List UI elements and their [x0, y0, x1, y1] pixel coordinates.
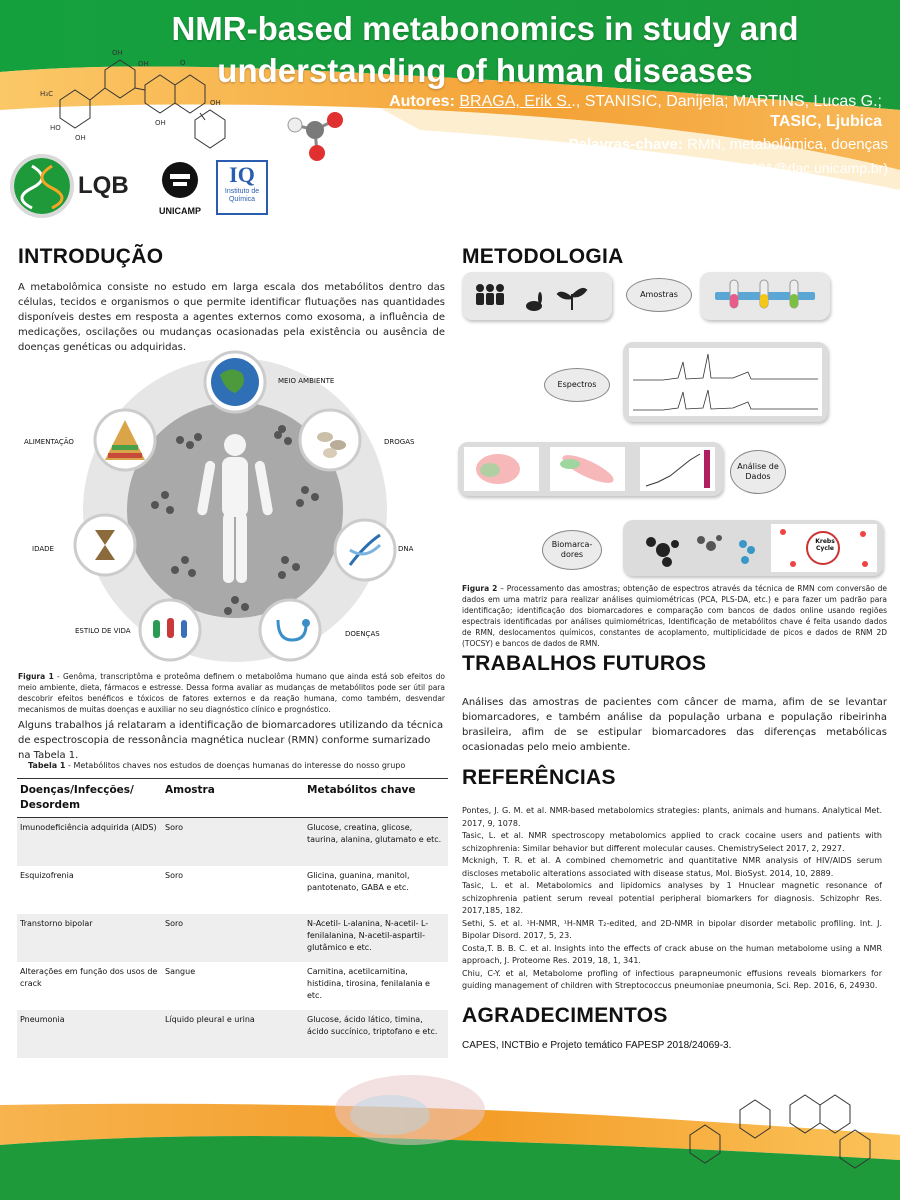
reference-item: Sethi, S. et al. ¹H-NMR, ¹H-NMR T₂-edited, and 2D-NMR in bipolar disorder metabolic profiling. Int. J. Bipolar Disord. 2017, 5, 23.: [462, 918, 882, 940]
introducao-title: INTRODUÇÃO: [18, 245, 164, 268]
espectros-node: Espectros: [544, 368, 610, 402]
iq-logo-mark: IQ: [229, 162, 255, 187]
authors-line: [322, 92, 882, 132]
label-dna: DNA: [398, 545, 414, 553]
reference-item: Pontes, J. G. M. et al. NMR-based metabolomics strategies: plants, animals and humans. Analytical Met. 2017, 9, 1078.: [462, 806, 882, 828]
reference-item: Costa,T. B. B. C. et al. Insights into the effects of crack abuse on the human metabolome using a NMR approach, J. Proteome Res. 2019, 18, 1, 341.: [462, 943, 882, 965]
agradecimentos-text: CAPES, INCTBio e Projeto temático FAPESP 2018/24069-3.: [462, 1040, 732, 1051]
figure-1-image: [20, 345, 450, 665]
table-row: [17, 818, 448, 866]
table-cell: Glucose, creatina, glicose, taurina, alanina, glutamato e etc.: [304, 818, 448, 866]
table-1: [17, 778, 448, 1058]
table-cell: Soro: [162, 818, 304, 866]
poster-header: [0, 0, 900, 230]
amostras-node: Amostras: [626, 278, 692, 312]
iq-logo-text-1: Instituto de: [224, 188, 260, 195]
table-cell: Glucose, ácido lático, timina, ácido succínico, triptofano e etc.: [304, 1010, 448, 1058]
spectra-box: [623, 342, 828, 422]
table-row: [17, 914, 448, 962]
svg-text:O: O: [180, 59, 186, 67]
unicamp-logo-text: UNICAMP: [159, 206, 201, 216]
table-row: [17, 1010, 448, 1058]
label-alimentacao: ALIMENTAÇÃO: [24, 438, 74, 446]
svg-text:OH: OH: [75, 134, 86, 142]
keywords-label: Palavras-chave:: [568, 136, 683, 153]
table-1-caption-label: Tabela 1: [28, 761, 66, 770]
table-cell: Carnitina, acetilcarnitina, histidina, tirosina, fenilalania e etc.: [307, 966, 430, 1000]
figure-2: [458, 270, 888, 580]
krebs-cycle-label: Krebs Cycle: [815, 538, 835, 552]
sample-tubes-box: [700, 272, 830, 320]
table-cell: Líquido pleural e urina: [162, 1010, 304, 1058]
svg-text:OH: OH: [210, 99, 221, 107]
table-header-row: [17, 779, 448, 818]
figure-1-caption-label: Figura 1: [18, 672, 54, 681]
svg-text:OH: OH: [112, 49, 123, 57]
iq-logo: [216, 160, 268, 215]
title-line-2: understanding of human diseases: [217, 52, 753, 89]
figure-1: [20, 345, 450, 665]
table-cell: Alterações em função dos usos de crack: [20, 966, 158, 988]
figure-2-caption: [462, 583, 887, 649]
reference-item: Tasic, L. et al. NMR spectroscopy metabolomics applied to crack cocaine users and patients with schizophrenia: Similar behavior but different molecular causes. ChemistrySelect 2017, 2, 2927.: [462, 831, 882, 853]
label-estilo-de-vida: ESTILO DE VIDA: [75, 627, 131, 635]
agradecimentos-title: AGRADECIMENTOS: [462, 1004, 668, 1027]
trabalhos-futuros-text: Análises das amostras de pacientes com câncer de mama, afim de se levantar biomarcadores, e também análise da população urbana e população ribeirinha brasileira, afim de se estipular biomarcadores das diferenças metabólicas ocasionadas pelo meio ambiente.: [462, 697, 887, 753]
analise-node: Análise de Dados: [730, 450, 786, 494]
reference-item: Mcknigh, T. R. et al. A combined chemometric and quantitative NMR analysis of HIV/AIDS serum discloses metabolic alterations associated with disease status, Mol. BioSyst. 2014, 10, 2889.: [462, 856, 882, 878]
title-line-1: NMR-based metabonomics in study and: [171, 10, 799, 47]
subjects-box: [462, 272, 612, 320]
table-header-cell: Metabólitos chave: [304, 779, 448, 818]
biomarcadores-text: Alguns trabalhos já relataram a identificação de biomarcadores utilizando da técnica de espectroscopia de ressonância magnética nuclear (RMN) conforme sumarizado na Tabela 1.: [18, 720, 444, 761]
table-cell: Sangue: [165, 966, 196, 976]
figure-2-caption-label: Figura 2: [462, 584, 498, 593]
figure-1-caption-text: - Genôma, transcriptôma e proteôma definem o metabolôma humano que ainda está sob efeitos do meio ambiente, dieta, fármacos e estresse. Dessa forma avaliar as mudanças de metabólitos pode ser útil para descobrir efeitos benéficos e tóxicos de fatores externos e da reação humana, como também, desvendar mecanismos de muitas doenças e auxiliar no seu diagnóstico clínico e prognóstico.: [18, 672, 445, 714]
referencias-title: REFERÊNCIAS: [462, 766, 616, 789]
biomarcadores-node: Biomarca-dores: [542, 530, 602, 570]
table-cell: Imunodeficiência adquirida (AIDS): [17, 818, 162, 866]
table-cell: Pneumonia: [17, 1010, 162, 1058]
table-1-caption: [28, 760, 448, 771]
footer-background: [0, 1065, 900, 1200]
author-email: *(e264601@dac.unicamp.br): [708, 160, 888, 176]
authors-rest: ., STANISIC, Danijela; MARTINS, Lucas G.;: [571, 93, 882, 110]
label-idade: IDADE: [32, 545, 54, 553]
biomarkers-box: [623, 520, 883, 576]
table-1-caption-text: - Metabólitos chaves nos estudos de doenças humanas do interesse do nosso grupo: [65, 761, 406, 770]
keywords-value: RMN, metabolômica, doenças: [687, 136, 888, 153]
table-cell: Soro: [165, 870, 183, 880]
label-doencas: DOENÇAS: [345, 630, 380, 638]
table-header-cell: Doenças/Infecções/ Desordem: [17, 779, 162, 818]
author-last: TASIC, Ljubica: [770, 113, 882, 130]
label-meio-ambiente: MEIO AMBIENTE: [278, 377, 335, 385]
svg-text:OH: OH: [155, 119, 166, 127]
table-cell: N-Acetil- L-alanina, N-acetil- L-fenilalanina, N-acetil-aspartil-glutâmico e etc.: [304, 914, 448, 962]
unicamp-logo: [150, 158, 210, 218]
table-cell: Glicina, guanina, manitol, pantotenato, GABA e etc.: [307, 870, 410, 892]
figure-1-caption: [18, 671, 445, 715]
iq-logo-text-2: Química: [228, 196, 256, 203]
table-cell: Transtorno bipolar: [17, 914, 162, 962]
table-header-cell: Amostra: [162, 779, 304, 818]
table-cell: Esquizofrenia: [20, 870, 74, 880]
keywords-line: [569, 136, 888, 153]
metodologia-title: METODOLOGIA: [462, 245, 624, 268]
reference-item: Tasic, L. et al. Metabolomics and lipidomics analyses by 1 Hnuclear magnetic resonance of schizophrenia patient serum reveal potential peripheral biomarkers for diagnosis. Schizophr Res. 2017,185, 182.: [462, 881, 882, 915]
table-row: [17, 962, 448, 1010]
authors-label: Autores:: [389, 93, 455, 110]
poster-title: [120, 8, 850, 92]
analysis-plots-box: [458, 442, 723, 496]
svg-text:HO: HO: [50, 124, 61, 132]
lqb-logo-text: LQB: [78, 172, 129, 199]
reference-item: Chiu, C-Y. et al, Metabolome profling of infectious parapneumonic effusions reveals biomarkers for guiding management of children with Streptococcus pneumoniae pneumonia, Sci. Rep. 2016, 6, 24930.: [462, 968, 882, 990]
lqb-logo: [10, 152, 140, 222]
svg-text:H₃C: H₃C: [40, 90, 53, 98]
figure-2-caption-text: – Processamento das amostras; obtenção de espectros através da técnica de RMN com conversão de dados em uma matriz para realizar análises quimiométricas (PCA, PLS-DA, etc.) e para fazer um padrão para identificação; identificação dos biomarcadores e comparação com bancos de dados online usando regiões espectrais identificadas por análises quimiométricas, Identificação de metabólitos chave é feita usando dados de RMN, deslocamentos químicos, constantes de acoplamento, multiplicidade de picos e dados de RNM 2D (TOCSY) e bancos de dados de RMN.: [462, 584, 887, 648]
table-cell: Soro: [162, 914, 304, 962]
label-drogas: DROGAS: [384, 438, 415, 446]
introducao-text: A metabolômica consiste no estudo em larga escala dos metabólitos dentro das células, tecidos e organismos o que permite identificar flutuações nas quantidades disponíveis destes em resposta a agentes externos como exosoma, a influência de medicações, oscilações ou mudanças ocasionadas pela existência ou ausência de doenças genéticas ou adquiridas.: [18, 282, 445, 353]
trabalhos-futuros-title: TRABALHOS FUTUROS: [462, 652, 707, 675]
references-list: [462, 805, 882, 993]
table-row: [17, 866, 448, 914]
svg-text:OH: OH: [138, 60, 149, 68]
author-first: BRAGA, Erik S.: [459, 93, 572, 110]
